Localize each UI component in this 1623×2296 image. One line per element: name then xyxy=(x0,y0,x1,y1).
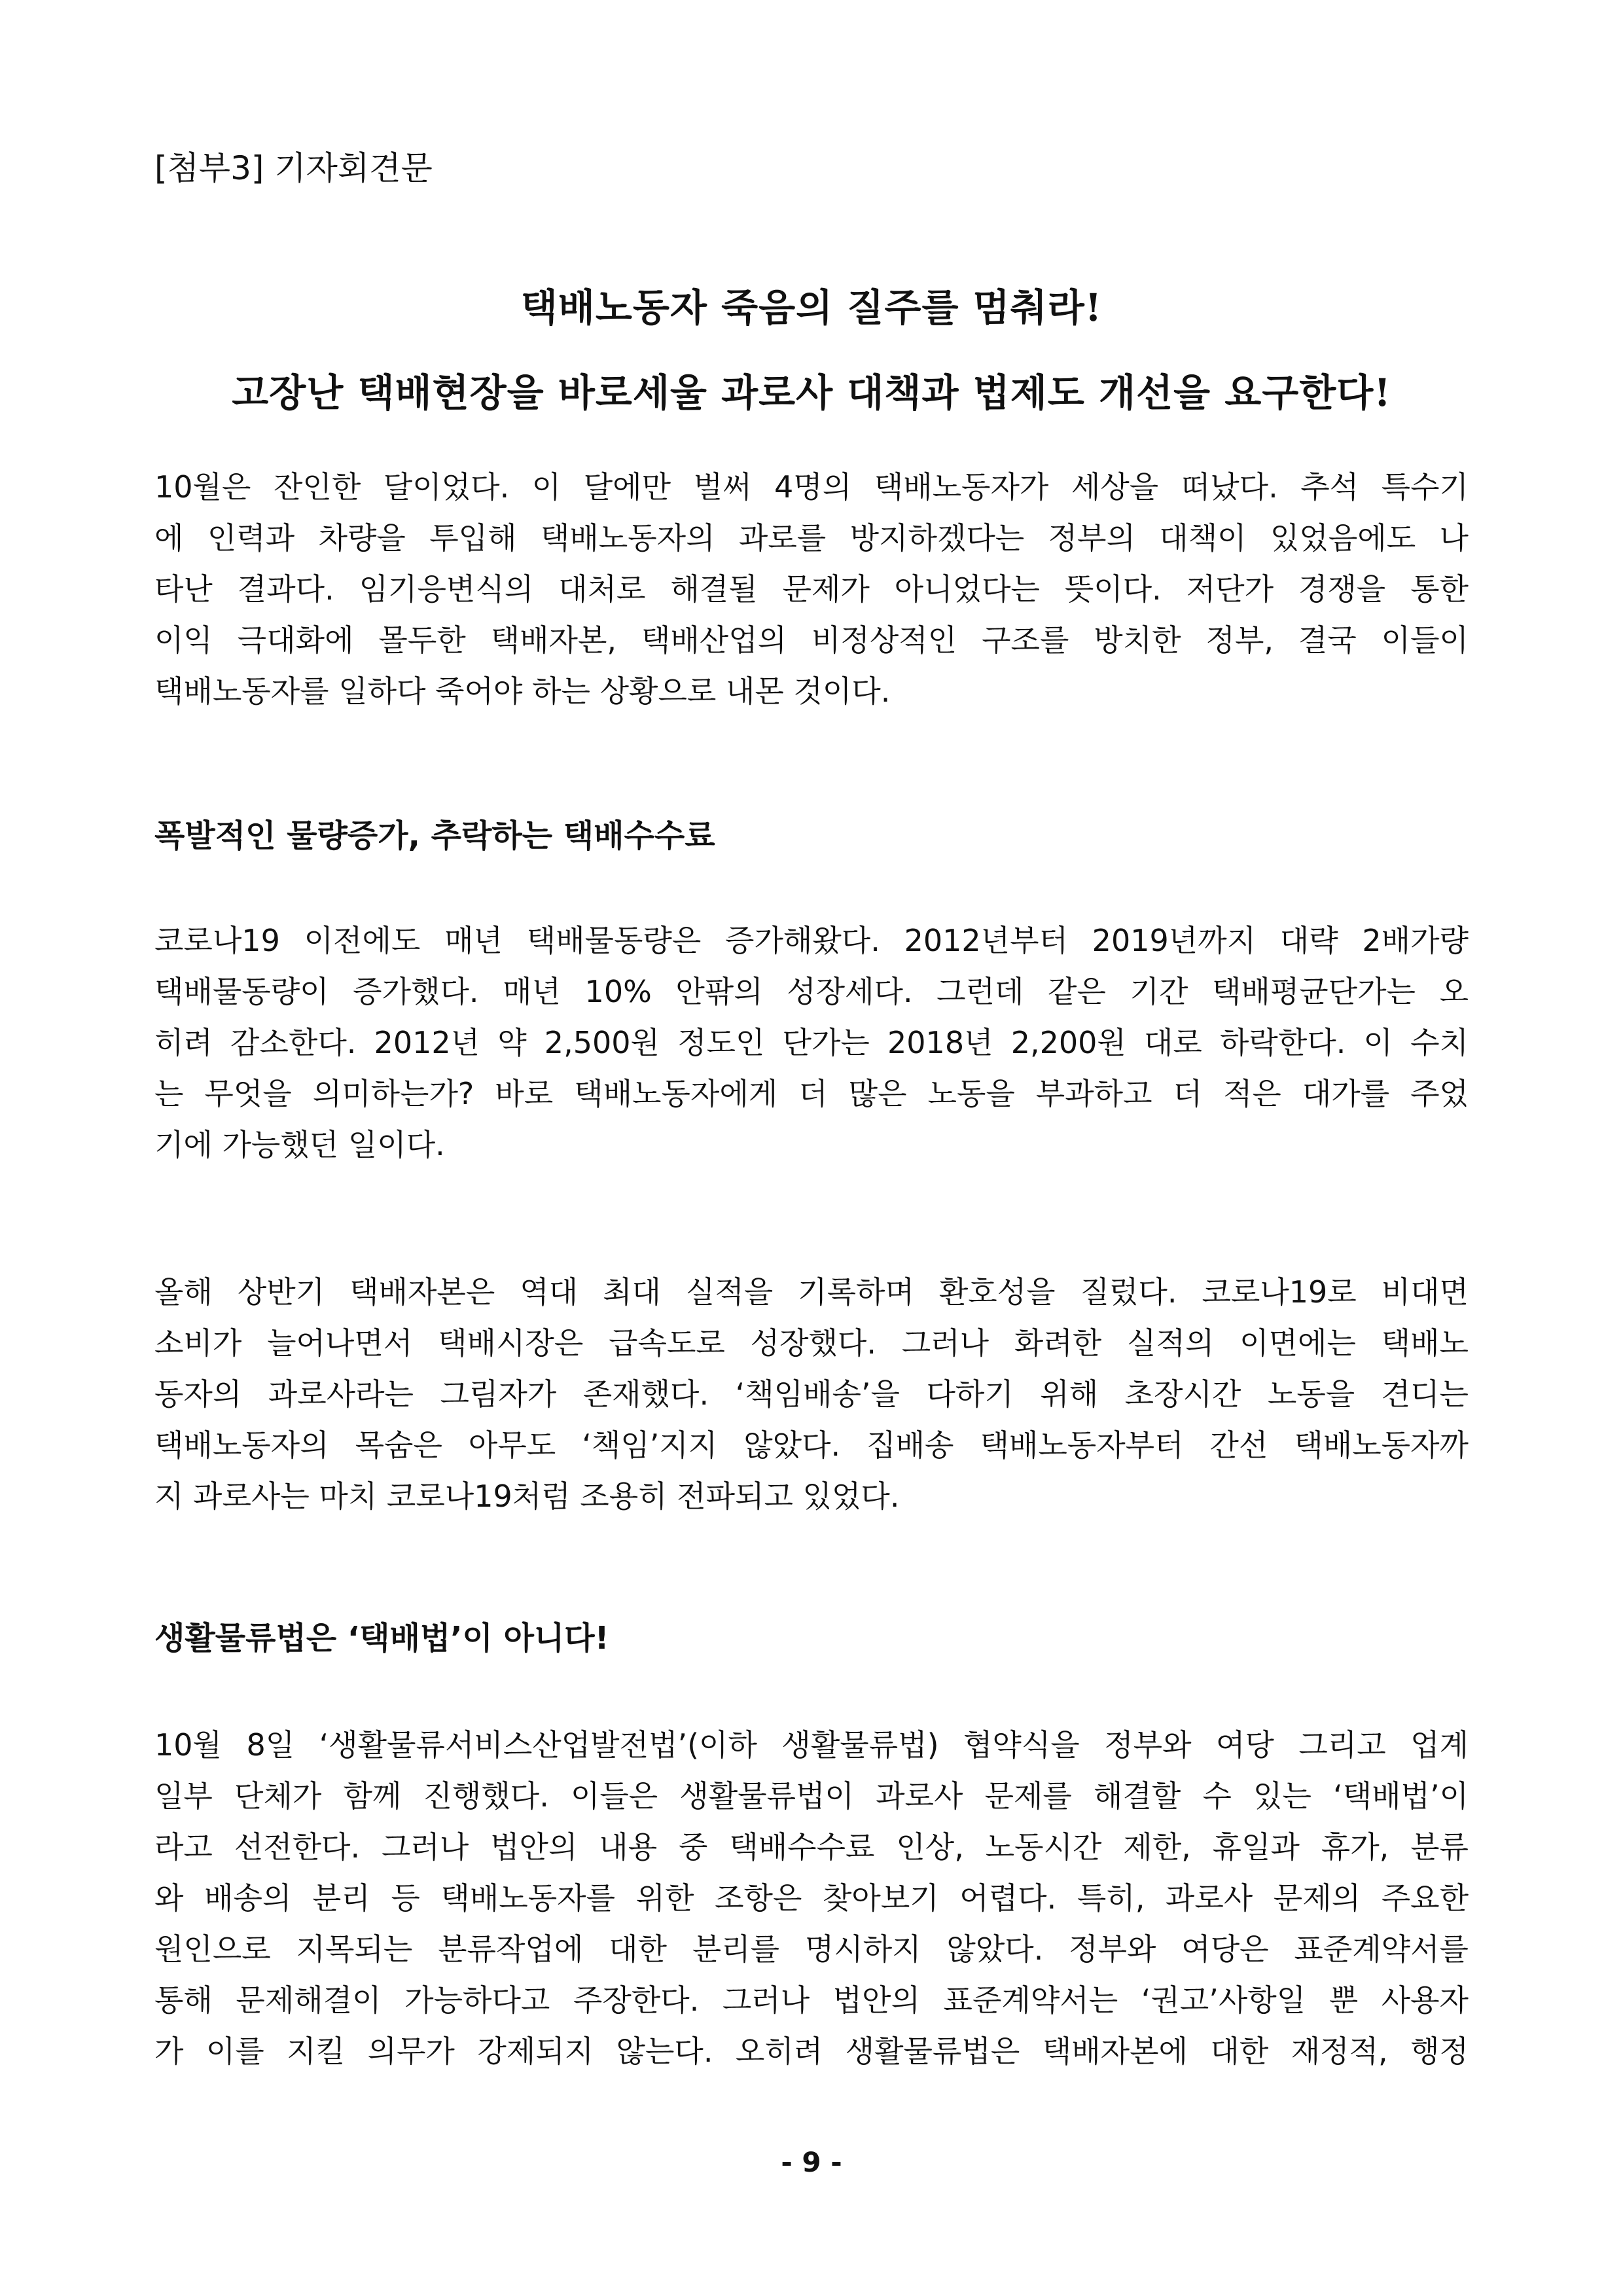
paragraph-line: 올해 상반기 택배자본은 역대 최대 실적을 기록하며 환호성을 질렀다. 코로나19로 비대면 xyxy=(154,1274,1469,1310)
paragraph-line: 택배노동자를 일하다 죽어야 하는 상황으로 내몬 것이다. xyxy=(154,673,891,709)
section-heading-volume: 폭발적인 물량증가, 추락하는 택배수수료 xyxy=(154,817,715,854)
paragraph-line: 소비가 늘어나면서 택배시장은 급속도로 성장했다. 그러나 화려한 실적의 이면에는 택배노 xyxy=(154,1325,1469,1361)
paragraph-line: 일부 단체가 함께 진행했다. 이들은 생활물류법이 과로사 문제를 해결할 수 있는 ‘택배법’이 xyxy=(154,1778,1469,1814)
paragraph-line: 에 인력과 차량을 투입해 택배노동자의 과로를 방지하겠다는 정부의 대책이 있었음에도 나 xyxy=(154,520,1469,556)
logistics-law-paragraph xyxy=(154,1719,1469,2077)
paragraph-line: 10월은 잔인한 달이었다. 이 달에만 벌써 4명의 택배노동자가 세상을 떠났다. 추석 특수기 xyxy=(154,469,1469,505)
intro-paragraph xyxy=(154,461,1469,717)
covid-paragraph xyxy=(154,1266,1469,1522)
paragraph-line: 택배물동량이 증가했다. 매년 10% 안팎의 성장세다. 그런데 같은 기간 택배평균단가는 오 xyxy=(154,974,1469,1009)
volume-paragraph xyxy=(154,915,1469,1170)
paragraph-line: 원인으로 지목되는 분류작업에 대한 분리를 명시하지 않았다. 정부와 여당은 표준계약서를 xyxy=(154,1931,1469,1967)
title-line-1: 택배노동자 죽음의 질주를 멈춰라! xyxy=(520,285,1103,330)
paragraph-line: 가 이를 지킬 의무가 강제되지 않는다. 오히려 생활물류법은 택배자본에 대한 재정적, 행정 xyxy=(154,2034,1469,2069)
paragraph-line: 10월 8일 ‘생활물류서비스산업발전법’(이하 생활물류법) 협약식을 정부와 여당 그리고 업계 xyxy=(154,1727,1469,1763)
paragraph-line: 는 무엇을 의미하는가? 바로 택배노동자에게 더 많은 노동을 부과하고 더 적은 대가를 주었 xyxy=(154,1076,1469,1111)
attachment-label: [첨부3] 기자회견문 xyxy=(154,149,433,187)
paragraph-line: 기에 가능했던 일이다. xyxy=(154,1127,445,1162)
page-number: - 9 - xyxy=(781,2146,842,2178)
paragraph-line: 동자의 과로사라는 그림자가 존재했다. ‘책임배송’을 다하기 위해 초장시간 노동을 견디는 xyxy=(154,1376,1469,1412)
paragraph-line: 통해 문제해결이 가능하다고 주장한다. 그러나 법안의 표준계약서는 ‘권고’사항일 뿐 사용자 xyxy=(154,1982,1469,2018)
paragraph-line: 라고 선전한다. 그러나 법안의 내용 중 택배수수료 인상, 노동시간 제한, 휴일과 휴가, 분류 xyxy=(154,1829,1469,1865)
paragraph-line: 이익 극대화에 몰두한 택배자본, 택배산업의 비정상적인 구조를 방치한 정부, 결국 이들이 xyxy=(154,622,1469,658)
title-line-2: 고장난 택배현장을 바로세울 과로사 대책과 법제도 개선을 요구한다! xyxy=(232,370,1391,415)
section-heading-law: 생활물류법은 ‘택배법’이 아니다! xyxy=(154,1620,609,1657)
document-title xyxy=(0,265,1623,435)
paragraph-line: 지 과로사는 마치 코로나19처럼 조용히 전파되고 있었다. xyxy=(154,1479,900,1514)
paragraph-line: 와 배송의 분리 등 택배노동자를 위한 조항은 찾아보기 어렵다. 특히, 과로사 문제의 주요한 xyxy=(154,1880,1469,1916)
paragraph-line: 택배노동자의 목숨은 아무도 ‘책임’지지 않았다. 집배송 택배노동자부터 간선 택배노동자까 xyxy=(154,1427,1469,1463)
paragraph-line: 히려 감소한다. 2012년 약 2,500원 정도인 단가는 2018년 2,200원 대로 하락한다. 이 수치 xyxy=(154,1025,1469,1060)
paragraph-line: 코로나19 이전에도 매년 택배물동량은 증가해왔다. 2012년부터 2019년까지 대략 2배가량 xyxy=(154,923,1469,958)
paragraph-line: 타난 결과다. 임기응변식의 대처로 해결될 문제가 아니었다는 뜻이다. 저단가 경쟁을 통한 xyxy=(154,571,1469,607)
